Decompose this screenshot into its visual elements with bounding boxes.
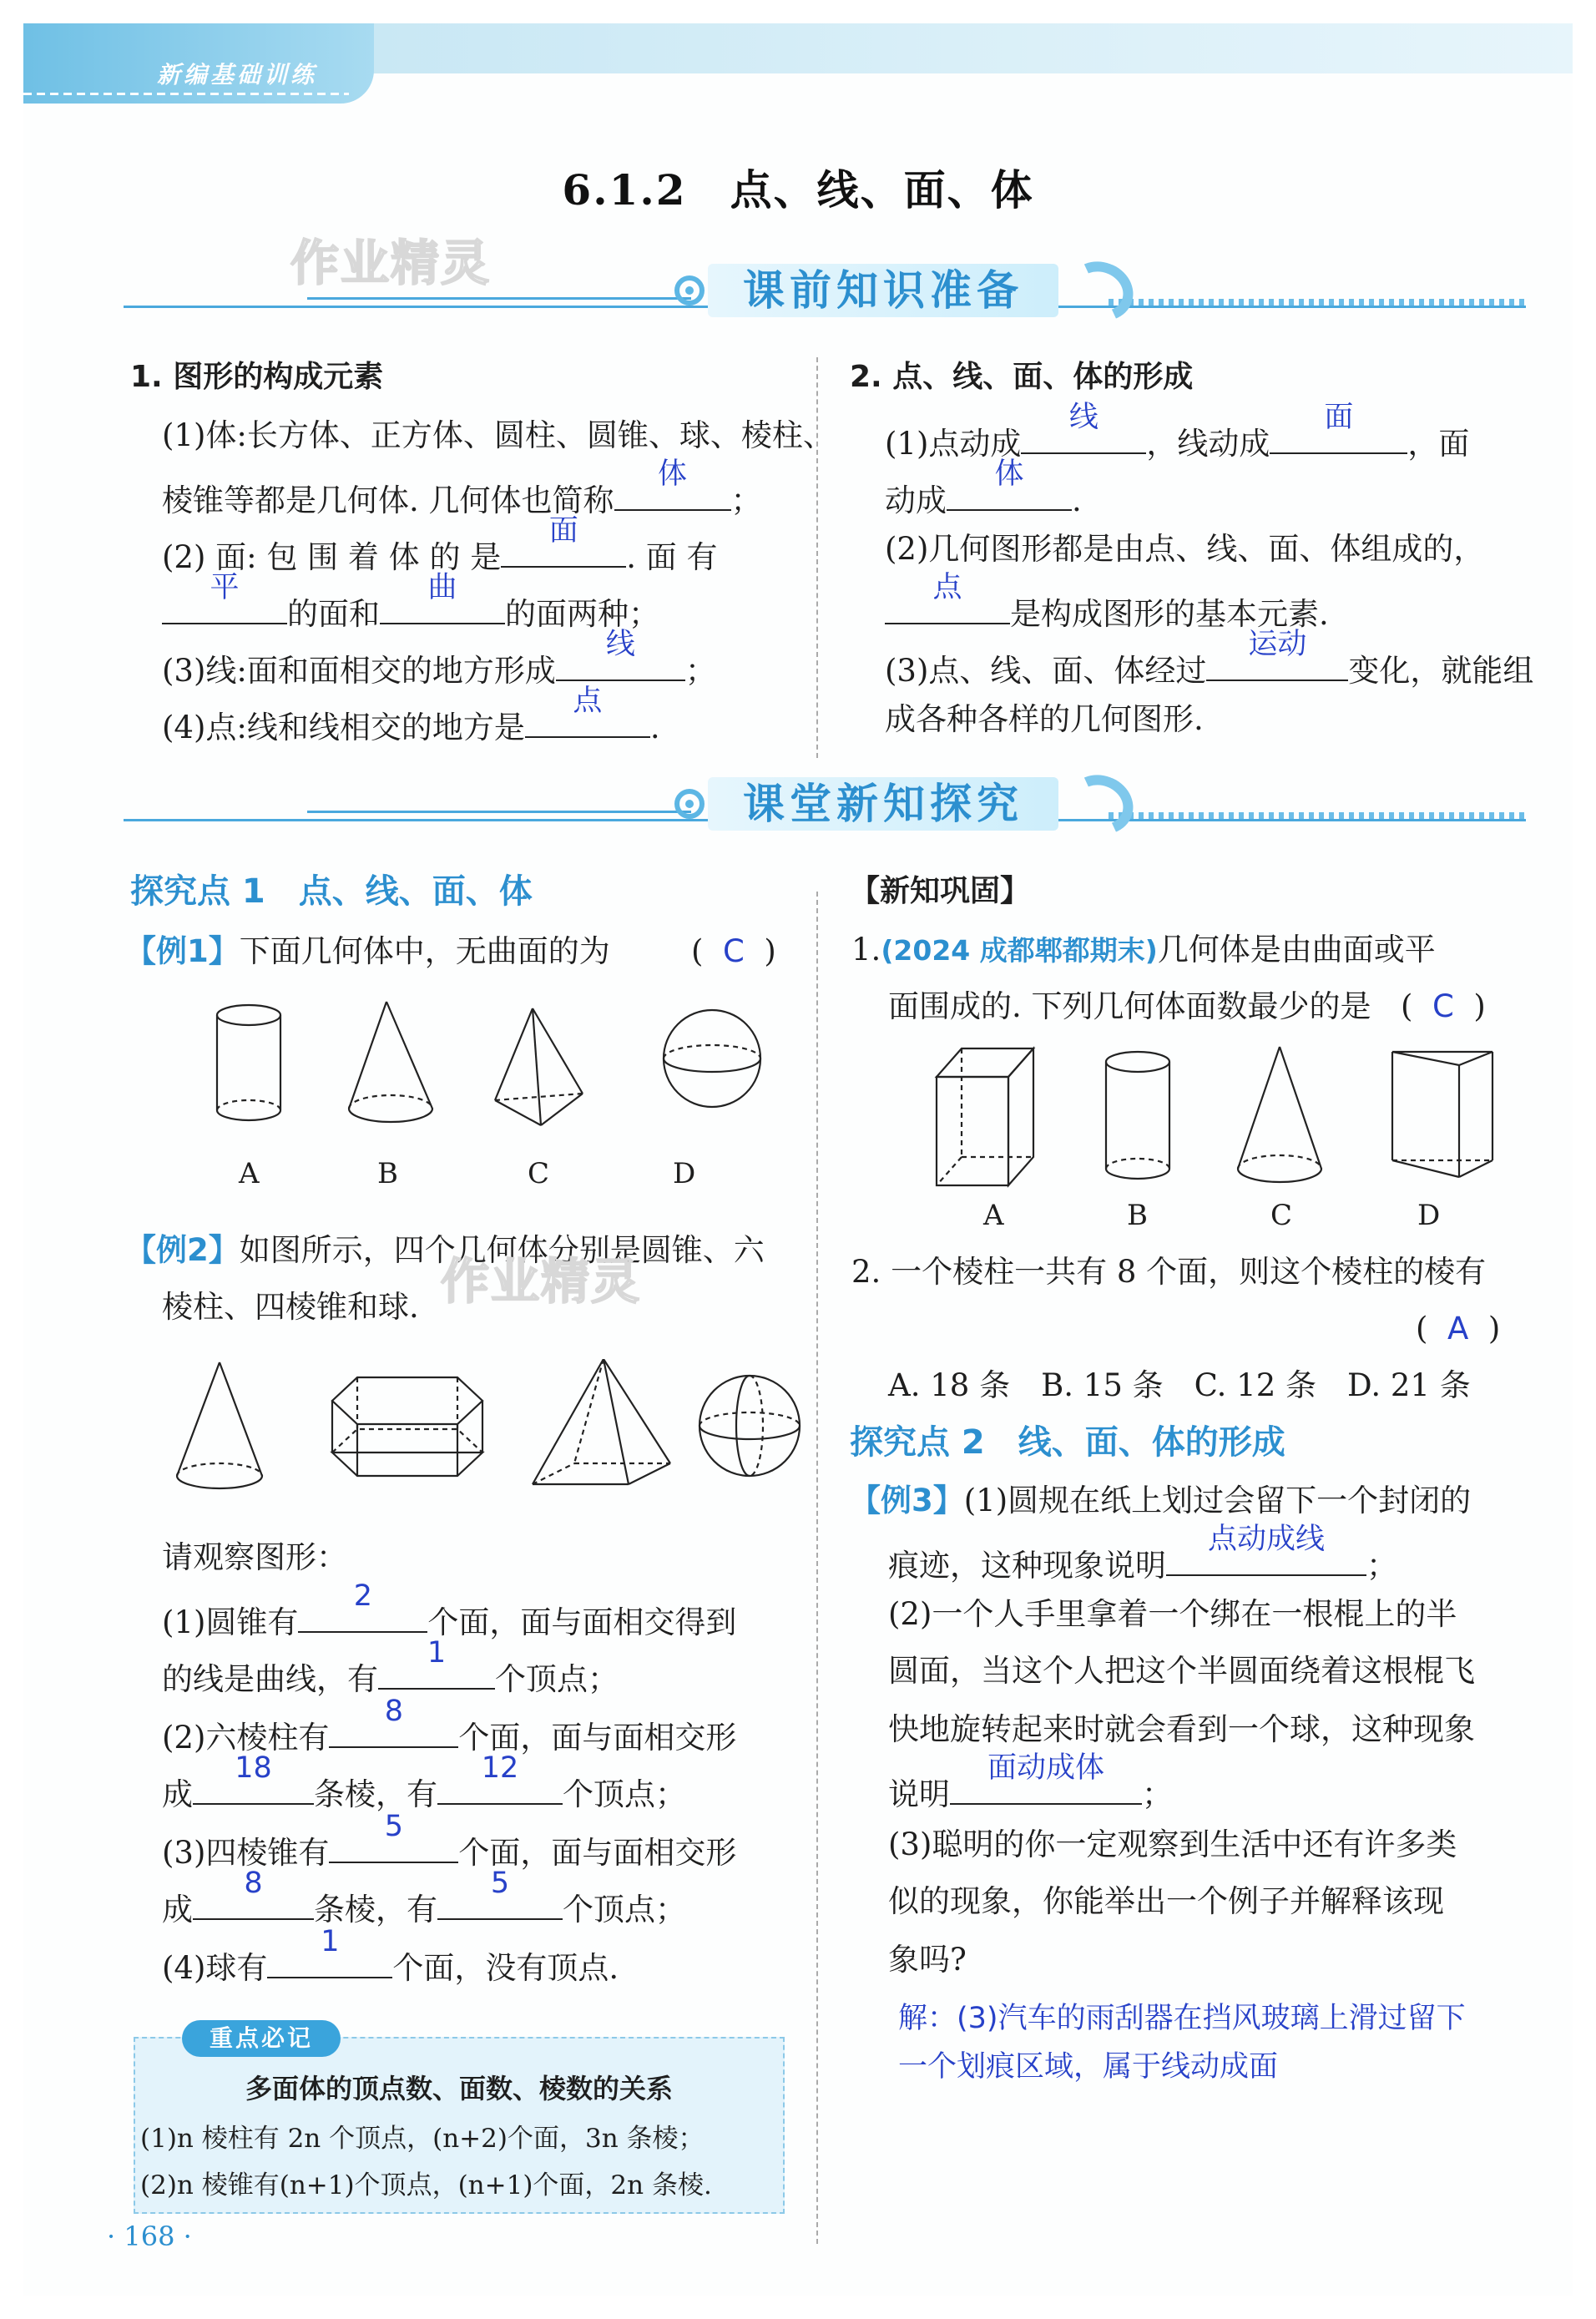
answer: 体 xyxy=(994,457,1024,491)
figure-label: D xyxy=(673,1157,696,1190)
triangular-prism-shape xyxy=(1392,1052,1492,1177)
answer: 面动成体 xyxy=(987,1751,1104,1785)
answer: 8 xyxy=(384,1695,404,1728)
page xyxy=(23,23,1573,2296)
answer: 点动成线 xyxy=(1207,1523,1325,1556)
text-line: 请观察图形： xyxy=(162,1539,347,1575)
figure-label: C xyxy=(1270,1199,1293,1232)
page-title: 6.1.2 点、线、面、体 xyxy=(562,165,1034,215)
figure-label: A xyxy=(239,1157,260,1190)
key-note-title: 多面体的顶点数、面数、棱数的关系 xyxy=(245,2073,673,2104)
example-2: 【例2】如图所示，四个几何体分别是圆锥、六 xyxy=(125,1232,765,1268)
target-icon xyxy=(674,275,705,306)
answer: 点 xyxy=(932,571,962,604)
answer: 18 xyxy=(235,1751,272,1785)
cone-shape xyxy=(177,1362,262,1488)
problem-2: 2. 一个棱柱一共有 8 个面，则这个棱柱的棱有 xyxy=(851,1254,1487,1290)
cone-shape xyxy=(1238,1047,1321,1182)
text-line: 点 是构成图形的基本元素. xyxy=(885,586,1329,634)
swirl-icon xyxy=(1058,765,1141,843)
answer: 运动 xyxy=(1248,628,1307,661)
swirl-icon xyxy=(1058,252,1141,330)
banner-pre-title: 课前知识准备 xyxy=(743,266,1023,315)
answer: 线 xyxy=(605,628,635,661)
example-1-answer: ( C ) xyxy=(691,933,776,969)
figure-label: C xyxy=(528,1157,550,1190)
answer: 面 xyxy=(1324,401,1354,434)
text-line: 快地旋转起来时就会看到一个球，这种现象 xyxy=(888,1711,1475,1747)
example-1-figures xyxy=(190,1000,791,1142)
answer: 点 xyxy=(573,685,603,718)
problem-1-figures xyxy=(933,1043,1551,1194)
banner-class-title: 课堂新知探究 xyxy=(743,780,1023,828)
key-note-line: (1)n 棱柱有 2n 个顶点，(n+2)个面，3n 条棱； xyxy=(140,2124,705,2154)
series-title: 新编基础训练 xyxy=(157,61,318,88)
solution-line: 解：(3)汽车的雨刮器在挡风玻璃上滑过留下 xyxy=(898,2002,1466,2035)
text-line: (2)一个人手里拿着一个绑在一根棍上的半 xyxy=(888,1596,1457,1632)
text-line: 圆面，当这个人把这个半圆面绕着这根棍飞 xyxy=(888,1653,1475,1689)
column-divider xyxy=(816,892,818,2244)
hexagonal-prism-shape xyxy=(332,1377,482,1476)
text-line: (3)线:面和面相交的地方形成 线 ； xyxy=(162,643,716,691)
solution-line: 一个划痕区域，属于线动成面 xyxy=(898,2050,1279,2084)
text-line: 成 18 条棱，有 12 个顶点； xyxy=(162,1766,686,1815)
answer: 2 xyxy=(353,1579,373,1613)
text-line: 象吗? xyxy=(888,1942,967,1978)
text-line: (3)点、线、面、体经过 运动 变化，就能组 xyxy=(885,643,1533,691)
text-line: 成各种各样的几何图形. xyxy=(885,701,1204,737)
text-line: 似的现象，你能举出一个例子并解释该现 xyxy=(888,1883,1444,1919)
cone-shape xyxy=(349,1002,432,1122)
cuboid-shape xyxy=(937,1048,1033,1185)
answer: 5 xyxy=(384,1810,404,1843)
target-icon xyxy=(674,789,705,819)
watermark: 作业精灵 xyxy=(290,235,492,291)
answer: 曲 xyxy=(427,571,457,604)
answer: 体 xyxy=(658,457,688,491)
answer: 1 xyxy=(321,1925,340,1958)
text-line: (4)球有 1 个面，没有顶点. xyxy=(162,1940,619,1988)
square-pyramid-shape xyxy=(533,1359,670,1484)
pre-left-heading: 1. 图形的构成元素 xyxy=(130,360,384,394)
problem-2-options: A. 18 条 B. 15 条 C. 12 条 D. 21 条 xyxy=(888,1367,1471,1403)
text-line: 成 8 条棱，有 5 个顶点； xyxy=(162,1882,686,1930)
banner-pre-knowledge xyxy=(124,257,1526,332)
answer: 1 xyxy=(427,1636,447,1670)
banner-class-explore xyxy=(124,770,1526,846)
sphere-shape xyxy=(664,1010,760,1107)
text-line: 棱柱、四棱锥和球. xyxy=(162,1289,419,1325)
text-line: 痕迹，这种现象说明 点动成线 ； xyxy=(888,1538,1397,1586)
problem-1: 1.(2024 成都郫都期末)几何体是由曲面或平 xyxy=(851,932,1436,968)
figure-label: B xyxy=(1127,1199,1148,1232)
answer: 线 xyxy=(1068,401,1099,434)
answer: 12 xyxy=(481,1751,519,1785)
figure-label: B xyxy=(377,1157,398,1190)
section-explore-1: 探究点 1 点、线、面、体 xyxy=(130,872,533,911)
problem-2-answer: ( A ) xyxy=(1416,1311,1501,1346)
answer: 面 xyxy=(548,514,578,548)
key-note-tag: 重点必记 xyxy=(182,2020,341,2057)
text-line: (1)圆锥有 2 个面，面与面相交得到 xyxy=(162,1594,736,1643)
key-note-line: (2)n 棱锥有(n+1)个顶点，(n+1)个面，2n 条棱. xyxy=(140,2170,712,2200)
example-1: 【例1】下面几何体中，无曲面的为 xyxy=(125,933,610,969)
sphere-shape xyxy=(700,1376,800,1476)
section-explore-2: 探究点 2 线、面、体的形成 xyxy=(850,1423,1285,1462)
page-number: · 168 · xyxy=(107,2220,192,2252)
pyramid-shape xyxy=(495,1008,583,1125)
example-2-figures xyxy=(174,1359,808,1501)
watermark: 作业精灵 xyxy=(441,1253,642,1310)
text-line: 的线是曲线，有 1 个顶点； xyxy=(162,1651,619,1700)
text-line: 说明 面动成体 ； xyxy=(888,1766,1173,1815)
cylinder-shape xyxy=(1106,1052,1169,1179)
pre-right-heading: 2. 点、线、面、体的形成 xyxy=(850,360,1194,394)
answer: 5 xyxy=(490,1867,510,1900)
figure-label: A xyxy=(983,1199,1004,1232)
text-line: 棱锥等都是几何体. 几何体也简称 体 ； xyxy=(162,472,762,521)
text-line: (4)点:线和线相交的地方是 点 . xyxy=(162,700,660,748)
text-line: (2)六棱柱有 8 个面，面与面相交形 xyxy=(162,1710,736,1758)
cylinder-shape xyxy=(217,1005,280,1120)
text-line: (3)四棱锥有 5 个面，面与面相交形 xyxy=(162,1825,736,1873)
text-line: (3)聪明的你一定观察到生活中还有许多类 xyxy=(888,1826,1457,1862)
text-line: 动成 体 . xyxy=(885,472,1082,521)
text-line: (2) 面: 包 围 着 体 的 是 面 . 面 有 xyxy=(162,529,718,578)
text-line: (1)体:长方体、正方体、圆柱、圆锥、球、棱柱、 xyxy=(162,417,834,453)
figure-label: D xyxy=(1417,1199,1441,1232)
text-line: 平 的面和 曲 的面两种； xyxy=(162,586,659,634)
consolidate-heading: 【新知巩固】 xyxy=(850,874,1031,908)
text-line: 面围成的. 下列几何体面数最少的是 xyxy=(888,988,1371,1024)
example-3: 【例3】(1)圆规在纸上划过会留下一个封闭的 xyxy=(850,1483,1472,1518)
text-line: (2)几何图形都是由点、线、面、体组成的， xyxy=(885,531,1485,567)
answer: 平 xyxy=(210,571,240,604)
problem-1-answer: ( C ) xyxy=(1401,988,1486,1024)
text-line: (1)点动成 线 ，线动成 面 ，面 xyxy=(885,416,1469,464)
answer: 8 xyxy=(244,1867,263,1900)
